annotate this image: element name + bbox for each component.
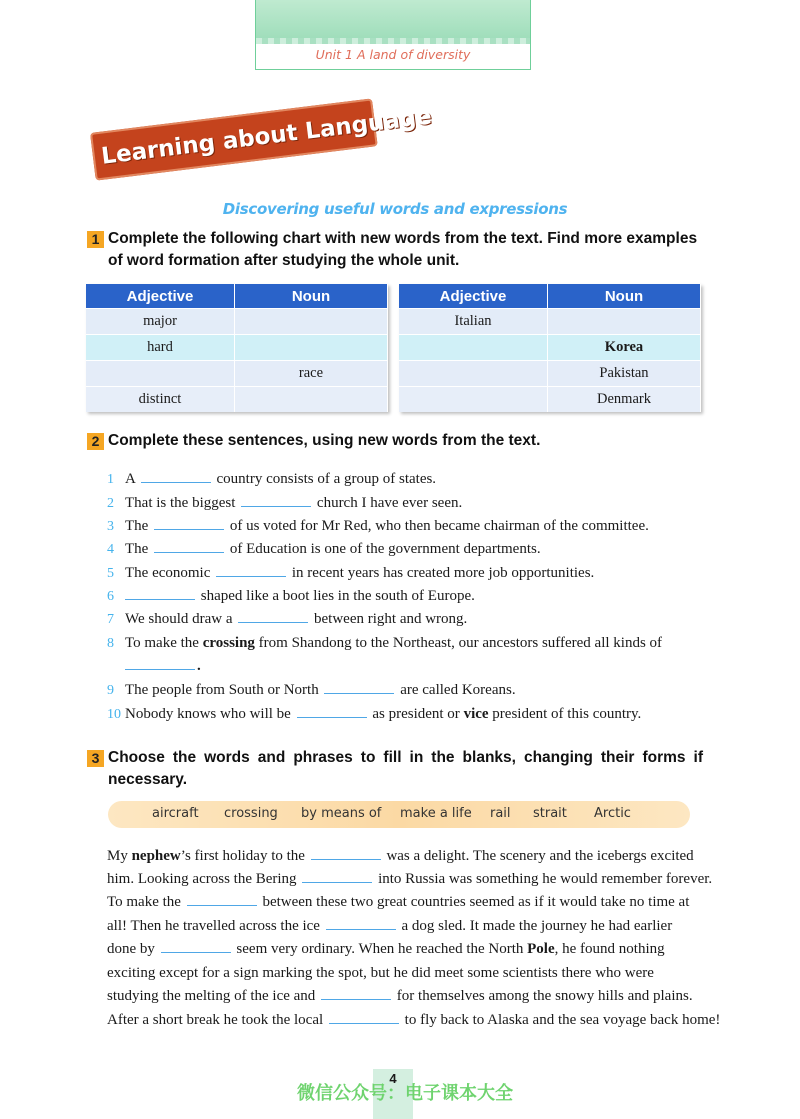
answer-blank[interactable] [302, 870, 372, 883]
paragraph-line [107, 1009, 721, 1032]
answer-blank[interactable] [125, 587, 195, 600]
answer-blank[interactable] [141, 470, 211, 483]
exercise-number-2: 2 [87, 433, 104, 450]
answer-blank[interactable] [154, 517, 224, 530]
text: studying the melting of the ice and [107, 988, 316, 1004]
paragraph-line: exciting except for a sign marking the spot, but he did meet some scientists there who were [107, 965, 654, 981]
text: My [107, 848, 128, 864]
exercise-1-instruction-line1: Complete the following chart with new words from the text. Find more examples [108, 230, 698, 247]
word-chart-left [86, 284, 388, 412]
sentence-text: church I have ever seen. [316, 495, 463, 511]
table-cell[interactable] [548, 309, 701, 335]
answer-blank[interactable] [326, 917, 396, 930]
table-cell: Korea [548, 335, 701, 361]
sentence-number: 4 [107, 542, 114, 557]
sentence-text: of us voted for Mr Red, who then became chairman of the committee. [229, 518, 649, 534]
table-cell[interactable] [235, 335, 388, 361]
watermark-text: 微信公众号：电子课本大全 [297, 1083, 513, 1104]
exercise-2-instruction: Complete these sentences, using new words from the text. [108, 432, 541, 449]
answer-blank[interactable] [216, 564, 286, 577]
sentence-text: A [125, 471, 136, 487]
sentence-item [107, 704, 641, 725]
sentence-item [107, 469, 436, 490]
sentence-text: The people from South or North [125, 682, 319, 698]
text: a dog sled. It made the journey he had earlier [401, 918, 673, 934]
column-header-adjective: Adjective [86, 284, 235, 309]
sentence-item [107, 563, 594, 584]
table-cell[interactable] [86, 361, 235, 387]
table-cell: Denmark [548, 387, 701, 413]
paragraph-line [107, 868, 713, 891]
text: seem very ordinary. When he reached the North [236, 941, 524, 957]
text: After a short break he took the local [107, 1012, 324, 1028]
sentence-item [107, 609, 467, 630]
word-bank-item: rail [490, 806, 511, 821]
sentence-text: shaped like a boot lies in the south of Europe. [200, 588, 475, 604]
sentence-item [107, 633, 662, 654]
sentence-continuation: . [125, 656, 201, 676]
word-bank-item: crossing [224, 806, 278, 821]
answer-blank[interactable] [297, 705, 367, 718]
sentence-text: To make the [125, 635, 199, 651]
answer-blank[interactable] [161, 940, 231, 953]
word-bank-item: Arctic [594, 806, 631, 821]
text: done by [107, 941, 155, 957]
section-subtitle: Discovering useful words and expressions [222, 200, 568, 218]
table-cell: race [235, 361, 388, 387]
sentence-text: in recent years has created more job opportunities. [291, 565, 595, 581]
sentence-number: 8 [107, 636, 114, 651]
paragraph-line [107, 938, 703, 961]
table-cell: major [86, 309, 235, 335]
sentence-text: as president or [372, 706, 460, 722]
sentence-number: 5 [107, 566, 114, 581]
sentence-number: 2 [107, 496, 114, 511]
table-cell: distinct [86, 387, 235, 413]
sentence-item [107, 539, 541, 560]
sentence-text: of Education is one of the government departments. [229, 541, 541, 557]
text: all! Then he travelled across the ice [107, 918, 320, 934]
exercise-number-3: 3 [87, 750, 104, 767]
table-cell[interactable] [399, 361, 548, 387]
paragraph-line [107, 891, 703, 914]
exercise-3-instruction-line1: Choose the words and phrases to fill in the blanks, changing their forms if [108, 749, 703, 766]
sentence-text: are called Koreans. [400, 682, 516, 698]
paragraph-line [107, 915, 703, 938]
word-bank-item: strait [533, 806, 567, 821]
exercise-1-instruction-line2: of word formation after studying the whole unit. [108, 252, 460, 269]
answer-blank[interactable] [241, 494, 311, 507]
answer-blank[interactable] [125, 657, 195, 670]
text: him. Looking across the Bering [107, 871, 297, 887]
table-cell: hard [86, 335, 235, 361]
unit-title: Unit 1 A land of diversity [315, 47, 471, 62]
table-cell[interactable] [235, 387, 388, 413]
answer-blank[interactable] [329, 1011, 399, 1024]
answer-blank[interactable] [324, 681, 394, 694]
answer-blank[interactable] [238, 610, 308, 623]
sentence-number: 6 [107, 589, 114, 604]
word-bank-item: aircraft [152, 806, 199, 821]
text: to fly back to Alaska and the sea voyage back home! [404, 1012, 721, 1028]
word-bank-item: by means of [301, 806, 382, 821]
sentence-text: The economic [125, 565, 211, 581]
word-chart-right [399, 284, 701, 412]
table-cell: Italian [399, 309, 548, 335]
text: , he found nothing [554, 941, 665, 957]
text: for themselves among the snowy hills and plains. [396, 988, 693, 1004]
sentence-number: 1 [107, 472, 114, 487]
sentence-text: from Shandong to the Northeast, our ancestors suffered all kinds of [258, 635, 663, 651]
answer-blank[interactable] [154, 540, 224, 553]
paragraph-line [107, 845, 703, 868]
sentence-text: The [125, 518, 149, 534]
column-header-noun: Noun [548, 284, 701, 309]
answer-blank[interactable] [321, 987, 391, 1000]
word-bank-item: make a life [400, 806, 472, 821]
sentence-text: Nobody knows who will be [125, 706, 291, 722]
sentence-text: between right and wrong. [314, 611, 468, 627]
sentence-item [107, 493, 462, 514]
table-cell: Pakistan [548, 361, 701, 387]
text: was a delight. The scenery and the icebergs excited [386, 848, 694, 864]
column-header-adjective: Adjective [399, 284, 548, 309]
exercise-3-instruction-line2: necessary. [108, 771, 187, 788]
sentence-text: The [125, 541, 149, 557]
sentence-item [107, 586, 475, 607]
bold-keyword: Pole [527, 941, 555, 957]
sentence-text: That is the biggest [125, 495, 236, 511]
sentence-text: country consists of a group of states. [216, 471, 437, 487]
page-number: 4 [389, 1071, 397, 1086]
sentence-text: president of this country. [492, 706, 642, 722]
text: To make the [107, 894, 181, 910]
bold-keyword: crossing [202, 635, 255, 651]
sentence-number: 9 [107, 683, 114, 698]
answer-blank[interactable] [311, 847, 381, 860]
sentence-number: 3 [107, 519, 114, 534]
table-cell[interactable] [235, 309, 388, 335]
section-banner-title: Learning about Language [100, 103, 434, 170]
table-cell[interactable] [399, 387, 548, 413]
exercise-number-1: 1 [87, 231, 104, 248]
table-cell[interactable] [399, 335, 548, 361]
sentence-number: 10 [107, 707, 121, 722]
text: between these two great countries seemed as if it would take no time at [262, 894, 690, 910]
paragraph-line [107, 985, 703, 1008]
bold-keyword: vice [463, 706, 489, 722]
text: ’s first holiday to the [180, 848, 305, 864]
column-header-noun: Noun [235, 284, 388, 309]
text: into Russia was something he would remember forever. [378, 871, 713, 887]
bold-keyword: nephew [131, 848, 181, 864]
sentence-number: 7 [107, 612, 114, 627]
sentence-item [107, 680, 516, 701]
answer-blank[interactable] [187, 893, 257, 906]
sentence-text: We should draw a [125, 611, 233, 627]
sentence-item [107, 516, 649, 537]
